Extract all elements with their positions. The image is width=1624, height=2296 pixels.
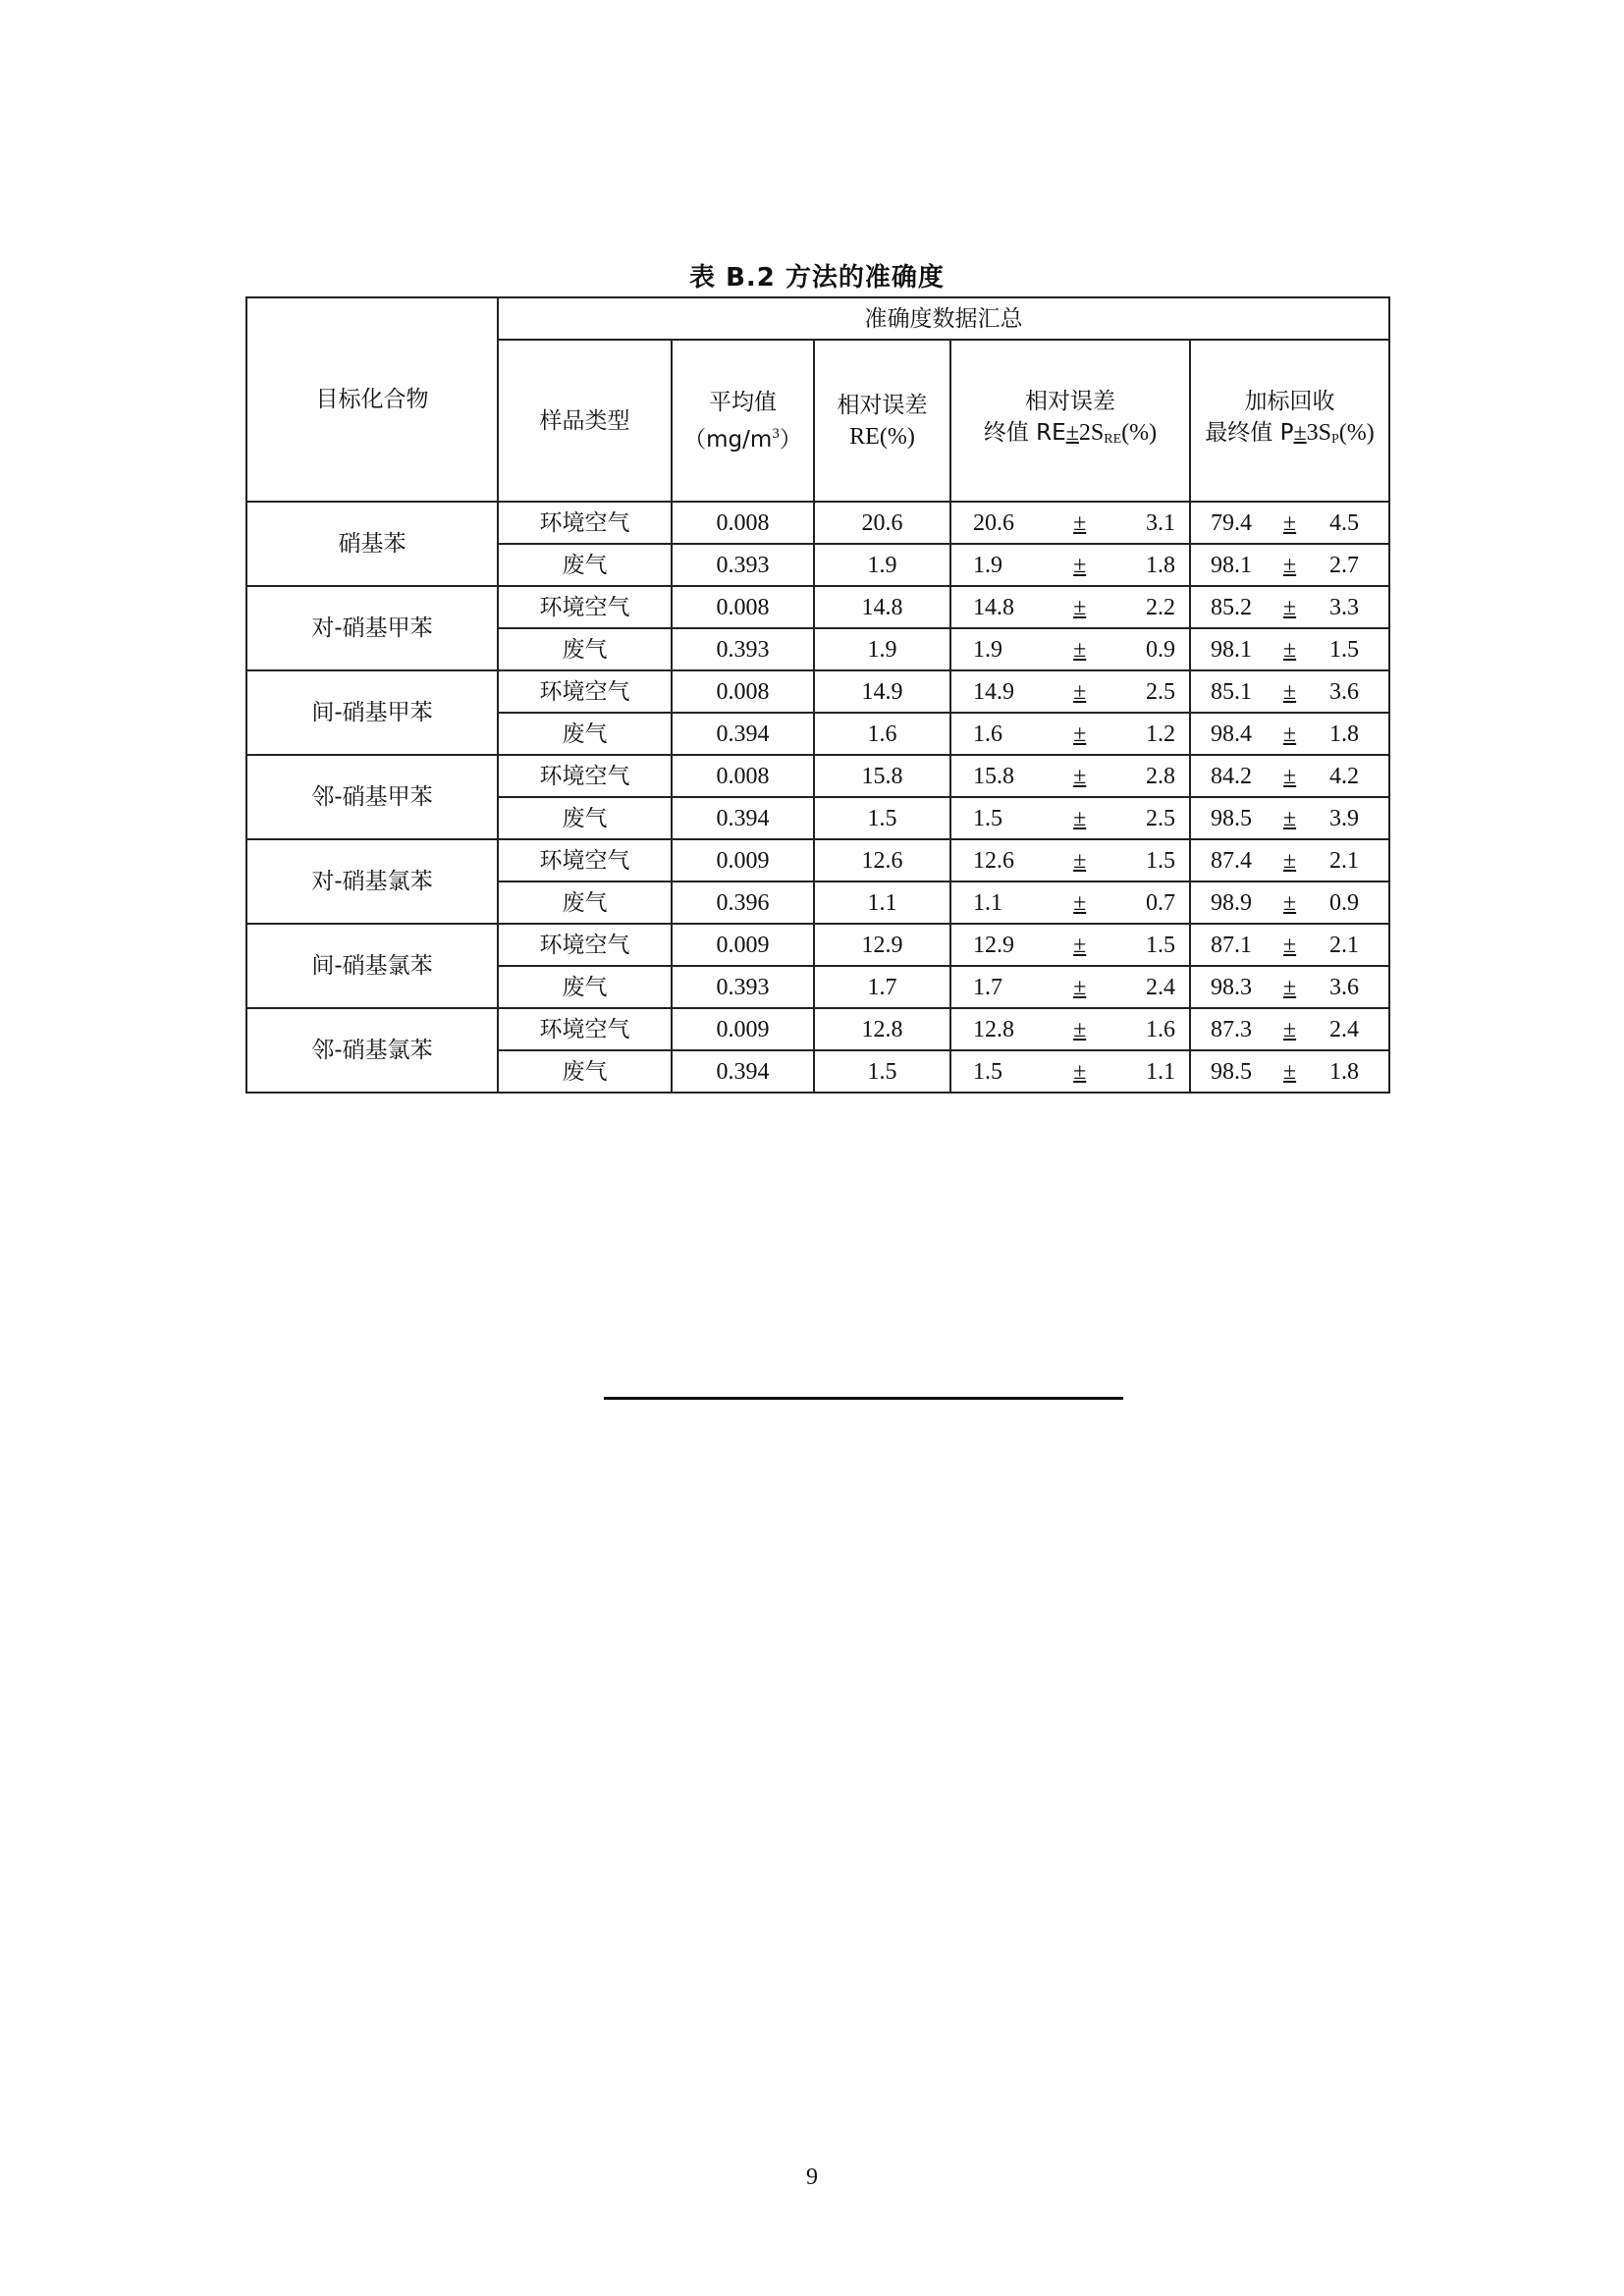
final-re-value: 14.9	[973, 678, 1014, 705]
recovery-sd: 4.5	[1329, 509, 1360, 536]
recovery-sd: 3.9	[1329, 805, 1360, 831]
final-re-value: 1.5	[973, 1058, 1002, 1085]
final-re-cell	[950, 713, 1190, 755]
final-re-cell	[950, 797, 1190, 839]
final-re-cell	[950, 755, 1190, 797]
recovery-cell	[1190, 1008, 1389, 1050]
header-mean	[672, 340, 814, 502]
plus-minus-sign: ±	[1282, 974, 1297, 1000]
recovery-value: 87.4	[1211, 847, 1252, 874]
sample-type-cell: 环境空气	[498, 839, 672, 881]
recovery-cell	[1190, 797, 1389, 839]
mean-cell: 0.394	[672, 1050, 814, 1093]
plus-minus-sign: ±	[1073, 932, 1087, 958]
sample-type-cell: 环境空气	[498, 755, 672, 797]
plus-minus-sign: ±	[1282, 721, 1297, 747]
plus-minus-sign: ±	[1073, 594, 1087, 620]
plus-minus-sign: ±	[1073, 1016, 1087, 1042]
plus-minus-sign: ±	[1282, 552, 1297, 578]
accuracy-table	[245, 296, 1390, 1094]
mean-cell: 0.009	[672, 839, 814, 881]
recovery-sd: 1.5	[1329, 636, 1360, 663]
recovery-cell	[1190, 670, 1389, 713]
header-final-line2	[951, 417, 1189, 455]
recovery-cell	[1190, 502, 1389, 544]
header-recovery	[1190, 340, 1389, 502]
recovery-sd: 3.6	[1329, 974, 1360, 1000]
plus-minus-sign: ±	[1073, 847, 1087, 874]
table-row	[246, 502, 1389, 544]
recovery-value: 87.3	[1211, 1016, 1252, 1042]
final-re-sd: 3.1	[1145, 509, 1175, 536]
final-re-cell	[950, 924, 1190, 966]
final-re-sd: 1.6	[1145, 1016, 1175, 1042]
recovery-sd: 4.2	[1329, 763, 1360, 789]
header-compound: 目标化合物	[246, 297, 498, 502]
recovery-sd: 1.8	[1329, 1058, 1360, 1085]
mean-cell: 0.008	[672, 502, 814, 544]
plus-minus-sign: ±	[1282, 932, 1297, 958]
plus-minus-sign: ±	[1073, 509, 1087, 536]
final-re-value: 12.8	[973, 1016, 1014, 1042]
mean-cell: 0.393	[672, 966, 814, 1008]
recovery-cell	[1190, 544, 1389, 586]
plus-minus-sign: ±	[1282, 678, 1297, 705]
sample-type-cell: 废气	[498, 966, 672, 1008]
plus-minus-sign: ±	[1073, 974, 1087, 1000]
recovery-value: 98.3	[1211, 974, 1252, 1000]
final-re-sd: 1.2	[1145, 721, 1175, 747]
mean-unit-sup: 3	[772, 425, 780, 442]
final-post: (%)	[1121, 420, 1158, 446]
compound-cell: 邻-硝基甲苯	[246, 755, 498, 839]
re-cell: 12.8	[814, 1008, 950, 1050]
final-re-cell	[950, 1050, 1190, 1093]
mean-cell: 0.393	[672, 544, 814, 586]
recovery-cell	[1190, 628, 1389, 670]
final-re-cell	[950, 586, 1190, 628]
final-re-sd: 2.5	[1145, 678, 1175, 705]
sample-type-cell: 废气	[498, 628, 672, 670]
recovery-cell	[1190, 755, 1389, 797]
re-cell: 1.5	[814, 797, 950, 839]
header-re	[814, 340, 950, 502]
mean-cell: 0.008	[672, 755, 814, 797]
final-re-value: 1.9	[973, 636, 1002, 663]
mean-cell: 0.396	[672, 881, 814, 924]
recovery-value: 98.5	[1211, 1058, 1252, 1085]
recovery-value: 85.2	[1211, 594, 1252, 620]
re-cell: 1.9	[814, 544, 950, 586]
sample-type-cell: 废气	[498, 713, 672, 755]
plus-minus-sign: ±	[1282, 509, 1297, 536]
mean-unit-close: ）	[779, 426, 802, 453]
sample-type-cell: 环境空气	[498, 502, 672, 544]
header-group: 准确度数据汇总	[498, 297, 1389, 340]
final-re-sd: 2.4	[1145, 974, 1175, 1000]
recovery-value: 98.1	[1211, 636, 1252, 663]
compound-cell: 间-硝基甲苯	[246, 670, 498, 755]
recovery-sd: 2.1	[1329, 932, 1360, 958]
recovery-sd: 3.6	[1329, 678, 1360, 705]
final-pm: ±	[1065, 420, 1079, 446]
header-mean-line1: 平均值	[709, 389, 777, 415]
plus-minus-sign: ±	[1073, 552, 1087, 578]
header-rec-line2	[1191, 417, 1388, 455]
header-final-line1: 相对误差	[1025, 389, 1115, 414]
recovery-value: 87.1	[1211, 932, 1252, 958]
plus-minus-sign: ±	[1282, 594, 1297, 620]
compound-cell: 对-硝基甲苯	[246, 586, 498, 670]
recovery-value: 98.4	[1211, 721, 1252, 747]
recovery-cell	[1190, 586, 1389, 628]
table-row	[246, 586, 1389, 628]
final-re-cell	[950, 966, 1190, 1008]
table-row	[246, 924, 1389, 966]
plus-minus-sign: ±	[1073, 721, 1087, 747]
header-final-re	[950, 340, 1190, 502]
sample-type-cell: 环境空气	[498, 670, 672, 713]
table-row	[246, 1008, 1389, 1050]
final-re-cell	[950, 881, 1190, 924]
compound-cell: 对-硝基氯苯	[246, 839, 498, 924]
final-re-sd: 0.9	[1145, 636, 1175, 663]
mean-cell: 0.393	[672, 628, 814, 670]
recovery-sd: 2.4	[1329, 1016, 1360, 1042]
mean-unit-open: （mg/m	[683, 426, 773, 453]
sample-type-cell: 环境空气	[498, 586, 672, 628]
re-cell: 14.9	[814, 670, 950, 713]
recovery-sd: 3.3	[1329, 594, 1360, 620]
recovery-value: 84.2	[1211, 763, 1252, 789]
plus-minus-sign: ±	[1282, 805, 1297, 831]
final-re-sd: 1.5	[1145, 847, 1175, 874]
table-row	[246, 670, 1389, 713]
final-re-cell	[950, 1008, 1190, 1050]
final-re-value: 12.6	[973, 847, 1014, 874]
re-cell: 1.7	[814, 966, 950, 1008]
end-rule	[604, 1397, 1123, 1400]
re-cell: 1.1	[814, 881, 950, 924]
header-rec-line1: 加标回收	[1244, 389, 1335, 414]
compound-cell: 邻-硝基氯苯	[246, 1008, 498, 1093]
plus-minus-sign: ±	[1282, 889, 1297, 916]
final-label: 终值 RE	[983, 420, 1066, 446]
recovery-cell	[1190, 839, 1389, 881]
plus-minus-sign: ±	[1282, 763, 1297, 789]
recovery-cell	[1190, 881, 1389, 924]
re-cell: 15.8	[814, 755, 950, 797]
plus-minus-sign: ±	[1073, 678, 1087, 705]
plus-minus-sign: ±	[1073, 763, 1087, 789]
header-re-line1: 相对误差	[837, 392, 928, 418]
plus-minus-sign: ±	[1282, 636, 1297, 663]
recovery-value: 85.1	[1211, 678, 1252, 705]
final-re-value: 12.9	[973, 932, 1014, 958]
final-re-value: 1.1	[973, 889, 1002, 916]
page-number: 9	[806, 2164, 818, 2190]
sample-type-cell: 废气	[498, 1050, 672, 1093]
final-re-value: 1.5	[973, 805, 1002, 831]
plus-minus-sign: ±	[1073, 889, 1087, 916]
final-re-cell	[950, 628, 1190, 670]
final-sub: RE	[1104, 432, 1122, 447]
re-cell: 14.8	[814, 586, 950, 628]
rec-sub: P	[1330, 432, 1339, 447]
final-re-cell	[950, 839, 1190, 881]
recovery-value: 98.1	[1211, 552, 1252, 578]
final-re-value: 1.6	[973, 721, 1002, 747]
mean-cell: 0.394	[672, 713, 814, 755]
final-re-cell	[950, 544, 1190, 586]
rec-post: (%)	[1338, 420, 1375, 446]
final-re-value: 1.9	[973, 552, 1002, 578]
final-re-value: 1.7	[973, 974, 1002, 1000]
re-cell: 12.9	[814, 924, 950, 966]
plus-minus-sign: ±	[1282, 1058, 1297, 1085]
recovery-sd: 2.7	[1329, 552, 1360, 578]
mean-cell: 0.009	[672, 924, 814, 966]
mean-cell: 0.008	[672, 670, 814, 713]
re-cell: 1.5	[814, 1050, 950, 1093]
compound-cell: 间-硝基氯苯	[246, 924, 498, 1008]
recovery-cell	[1190, 713, 1389, 755]
final-re-value: 20.6	[973, 509, 1014, 536]
plus-minus-sign: ±	[1073, 636, 1087, 663]
recovery-value: 79.4	[1211, 509, 1252, 536]
plus-minus-sign: ±	[1073, 1058, 1087, 1085]
final-re-value: 14.8	[973, 594, 1014, 620]
final-re-cell	[950, 670, 1190, 713]
table-row	[246, 839, 1389, 881]
sample-type-cell: 废气	[498, 797, 672, 839]
recovery-value: 98.9	[1211, 889, 1252, 916]
final-re-sd: 1.8	[1145, 552, 1175, 578]
sample-type-cell: 废气	[498, 544, 672, 586]
plus-minus-sign: ±	[1073, 805, 1087, 831]
re-cell: 20.6	[814, 502, 950, 544]
plus-minus-sign: ±	[1282, 1016, 1297, 1042]
final-re-sd: 2.2	[1145, 594, 1175, 620]
sample-type-cell: 废气	[498, 881, 672, 924]
final-re-sd: 2.8	[1145, 763, 1175, 789]
table-title: 表 B.2 方法的准确度	[689, 263, 945, 293]
sample-type-cell: 环境空气	[498, 1008, 672, 1050]
final-re-cell	[950, 502, 1190, 544]
recovery-value: 98.5	[1211, 805, 1252, 831]
rec-mid: 3S	[1306, 420, 1331, 446]
recovery-cell	[1190, 966, 1389, 1008]
rec-label: 最终值 P	[1205, 420, 1294, 446]
re-cell: 1.6	[814, 713, 950, 755]
mean-cell: 0.394	[672, 797, 814, 839]
mean-cell: 0.009	[672, 1008, 814, 1050]
final-mid: 2S	[1078, 420, 1105, 446]
recovery-sd: 1.8	[1329, 721, 1360, 747]
plus-minus-sign: ±	[1282, 847, 1297, 874]
recovery-sd: 0.9	[1329, 889, 1360, 916]
recovery-cell	[1190, 1050, 1389, 1093]
final-re-value: 15.8	[973, 763, 1014, 789]
recovery-cell	[1190, 924, 1389, 966]
rec-pm: ±	[1293, 420, 1307, 446]
final-re-sd: 0.7	[1145, 889, 1175, 916]
header-re-line2: RE(%)	[849, 423, 915, 450]
recovery-sd: 2.1	[1329, 847, 1360, 874]
header-sample-type: 样品类型	[498, 340, 672, 502]
final-re-sd: 2.5	[1145, 805, 1175, 831]
compound-cell: 硝基苯	[246, 502, 498, 586]
table-row	[246, 755, 1389, 797]
final-re-sd: 1.1	[1145, 1058, 1175, 1085]
re-cell: 12.6	[814, 839, 950, 881]
mean-cell: 0.008	[672, 586, 814, 628]
sample-type-cell: 环境空气	[498, 924, 672, 966]
header-mean-line2	[673, 418, 813, 455]
re-cell: 1.9	[814, 628, 950, 670]
final-re-sd: 1.5	[1145, 932, 1175, 958]
